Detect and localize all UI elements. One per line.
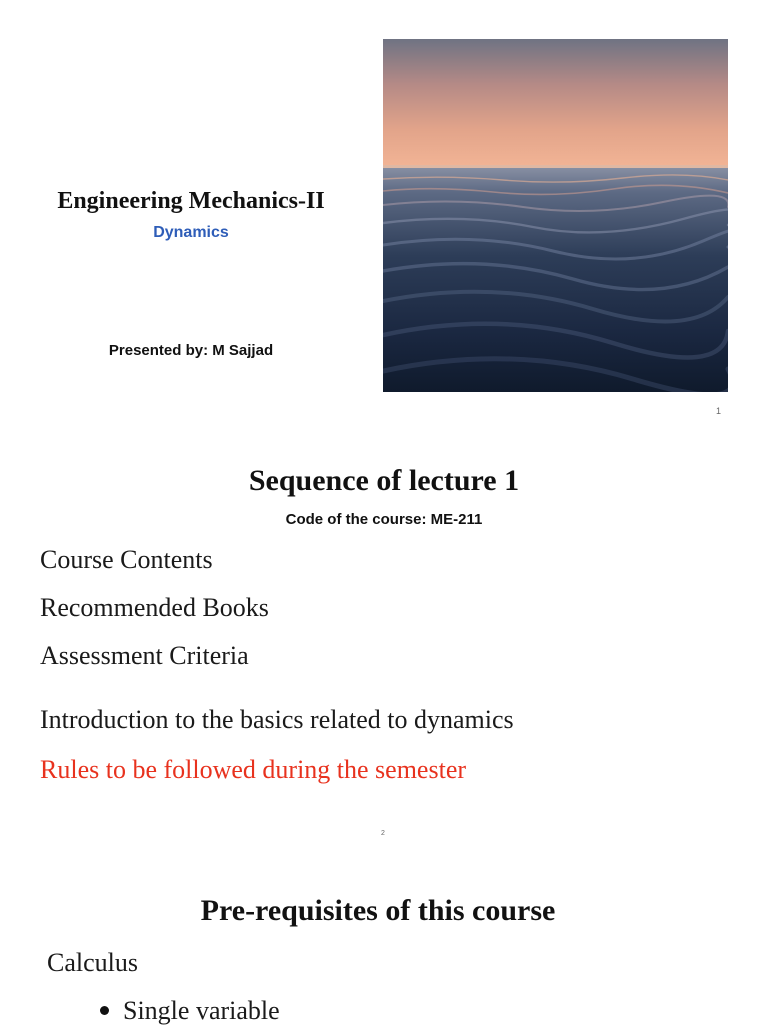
lecture-sequence-title: Sequence of lecture 1	[248, 464, 520, 497]
list-item: Recommended Books	[40, 593, 269, 622]
list-item-highlighted: Rules to be followed during the semester	[40, 755, 467, 784]
list-item: Introduction to the basics related to dynamics	[40, 705, 514, 734]
page-number: 1	[716, 406, 722, 416]
prerequisites-title: Pre-requisites of this course	[200, 894, 556, 927]
bullet-item	[100, 996, 280, 1026]
bullet-label: Single variable	[123, 996, 280, 1025]
list-item: Calculus	[47, 948, 138, 977]
course-subtitle: Dynamics	[153, 224, 229, 241]
presenter-line: Presented by: M Sajjad	[108, 342, 274, 359]
list-item: Course Contents	[40, 545, 213, 574]
list-item: Assessment Criteria	[40, 641, 249, 670]
page-number: 2	[381, 830, 385, 837]
course-title: Engineering Mechanics-II	[57, 188, 325, 214]
bullet-icon	[100, 1006, 109, 1015]
course-code: Code of the course: ME-211	[285, 511, 483, 528]
